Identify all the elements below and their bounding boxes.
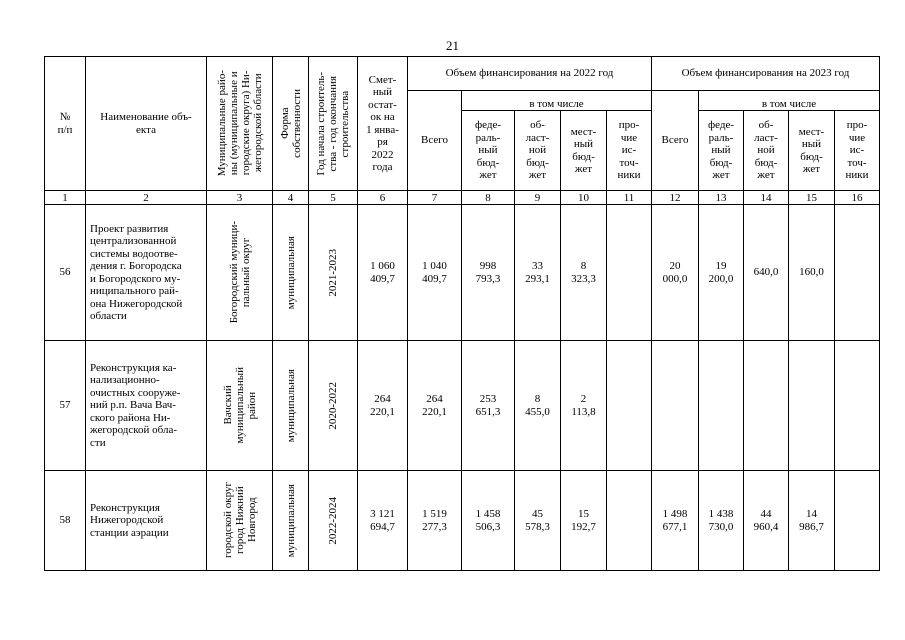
balance: 264 220,1: [358, 341, 408, 471]
header-other-2022: про- чие ис- точ- ники: [607, 111, 652, 191]
header-fin-2023: Объем финансирования на 2023 год: [652, 57, 880, 91]
column-number-row: [45, 191, 880, 205]
total-2022: 1 519 277,3: [408, 471, 462, 571]
other-2022: [607, 471, 652, 571]
column-number: 6: [358, 191, 408, 205]
balance: 3 121 694,7: [358, 471, 408, 571]
regional-2022: 33 293,1: [515, 205, 561, 341]
header-incl-2023: в том числе: [699, 91, 880, 111]
municipality: Богородский муници- пальный округ: [207, 205, 273, 341]
municipality: Вачский муниципальный район: [207, 341, 273, 471]
federal-2022: 998 793,3: [462, 205, 515, 341]
header-fin-2022: Объем финансирования на 2022 год: [408, 57, 652, 91]
years: 2022-2024: [309, 471, 358, 571]
column-number: 5: [309, 191, 358, 205]
total-2022: 1 040 409,7: [408, 205, 462, 341]
object-name: Проект развития централизованной системы водоотве- дения г. Богородска и Богородского му- ниципального рай- она Нижегородской области: [86, 205, 207, 341]
total-2022: 264 220,1: [408, 341, 462, 471]
column-number: 15: [789, 191, 835, 205]
header-local-2022: мест- ный бюд- жет: [561, 111, 607, 191]
column-number: 14: [744, 191, 789, 205]
column-number: 7: [408, 191, 462, 205]
other-2023: [835, 341, 880, 471]
column-number: 4: [273, 191, 309, 205]
local-2023: 14 986,7: [789, 471, 835, 571]
federal-2023: 19 200,0: [699, 205, 744, 341]
balance: 1 060 409,7: [358, 205, 408, 341]
ownership: муниципальная: [273, 471, 309, 571]
column-number: 11: [607, 191, 652, 205]
other-2022: [607, 341, 652, 471]
column-number: 16: [835, 191, 880, 205]
column-number: 2: [86, 191, 207, 205]
header-balance: Смет- ный остат- ок на 1 янва- ря 2022 года: [358, 57, 408, 191]
local-2022: 15 192,7: [561, 471, 607, 571]
federal-2023: 1 438 730,0: [699, 471, 744, 571]
header-local-2023: мест- ный бюд- жет: [789, 111, 835, 191]
page-number: 21: [446, 38, 459, 53]
header-total-2022: Всего: [408, 91, 462, 191]
years: 2020-2022: [309, 341, 358, 471]
regional-2023: 640,0: [744, 205, 789, 341]
local-2023: 160,0: [789, 205, 835, 341]
header-federal-2023: феде- раль- ный бюд- жет: [699, 111, 744, 191]
column-number: 3: [207, 191, 273, 205]
total-2023: 20 000,0: [652, 205, 699, 341]
column-number: 8: [462, 191, 515, 205]
column-number: 10: [561, 191, 607, 205]
object-name: Реконструкция ка- нализационно- очистных сооруже- ний р.п. Вача Вач- ского района Ни- жегородской обла- сти: [86, 341, 207, 471]
header-federal-2022: феде- раль- ный бюд- жет: [462, 111, 515, 191]
row-num: 58: [45, 471, 86, 571]
header-regional-2023: об- ласт- ной бюд- жет: [744, 111, 789, 191]
header-ownership: Форма собственности: [273, 57, 309, 191]
header-total-2023: Всего: [652, 91, 699, 191]
other-2022: [607, 205, 652, 341]
header-incl-2022: в том числе: [462, 91, 652, 111]
total-2023: 1 498 677,1: [652, 471, 699, 571]
header-years: Год начала строитель- ства - год окончания строительства: [309, 57, 358, 191]
years: 2021-2023: [309, 205, 358, 341]
other-2023: [835, 471, 880, 571]
table-row: [45, 341, 880, 471]
regional-2023: [744, 341, 789, 471]
column-number: 9: [515, 191, 561, 205]
federal-2022: 1 458 506,3: [462, 471, 515, 571]
local-2022: 2 113,8: [561, 341, 607, 471]
other-2023: [835, 205, 880, 341]
column-number: 13: [699, 191, 744, 205]
header-regional-2022: об- ласт- ной бюд- жет: [515, 111, 561, 191]
column-number: 12: [652, 191, 699, 205]
local-2023: [789, 341, 835, 471]
header-name: Наименование объ- екта: [86, 57, 207, 191]
federal-2023: [699, 341, 744, 471]
municipality: городской округ город Нижний Новгород: [207, 471, 273, 571]
object-name: Реконструкция Нижегородской станции аэрации: [86, 471, 207, 571]
row-num: 57: [45, 341, 86, 471]
federal-2022: 253 651,3: [462, 341, 515, 471]
regional-2022: 45 578,3: [515, 471, 561, 571]
financing-table: [44, 56, 880, 571]
header-other-2023: про- чие ис- точ- ники: [835, 111, 880, 191]
regional-2022: 8 455,0: [515, 341, 561, 471]
column-number: 1: [45, 191, 86, 205]
table-row: [45, 205, 880, 341]
header-num: № п/п: [45, 57, 86, 191]
row-num: 56: [45, 205, 86, 341]
local-2022: 8 323,3: [561, 205, 607, 341]
header-municipality: Муниципальные райо- ны (муниципальные и городские округа) Ни- жегородской области: [207, 57, 273, 191]
table-row: [45, 471, 880, 571]
ownership: муниципальная: [273, 205, 309, 341]
regional-2023: 44 960,4: [744, 471, 789, 571]
ownership: муниципальная: [273, 341, 309, 471]
total-2023: [652, 341, 699, 471]
